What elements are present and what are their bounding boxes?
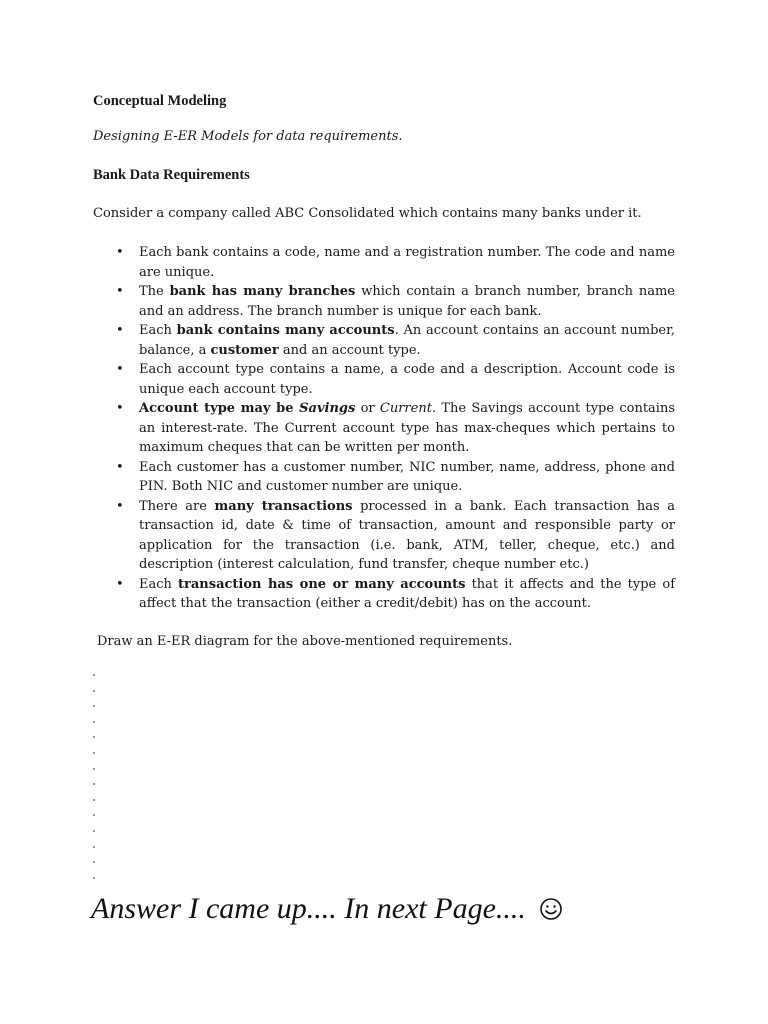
bullet-icon: • bbox=[116, 284, 124, 299]
requirement-text-run: transaction has one or many accounts bbox=[178, 576, 466, 592]
intro-paragraph: Consider a company called ABC Consolidated which contains many banks under it. bbox=[93, 206, 642, 221]
requirement-text-run: Account type may be bbox=[139, 401, 300, 416]
requirement-text-run: The bbox=[139, 284, 170, 299]
requirement-text-run: and an account type. bbox=[278, 342, 421, 358]
requirements-list bbox=[0, 243, 768, 614]
separator-dot bbox=[93, 721, 95, 723]
draw-instruction: Draw an E-ER diagram for the above-mentioned requirements. bbox=[97, 634, 513, 649]
requirement-text-run: or bbox=[355, 401, 380, 416]
requirement-item bbox=[116, 243, 675, 282]
separator-dot bbox=[93, 799, 95, 801]
requirement-text-run: which contain a branch number, branch name and an address. The branch number is unique for each bank. bbox=[139, 284, 676, 319]
requirement-text-run: Each customer has a customer number, NIC number, name, address, phone and PIN. Both NIC and customer number are unique. bbox=[139, 459, 675, 494]
section-heading: Bank Data Requirements bbox=[93, 167, 250, 183]
requirement-text-run: that it affects and the type of affect that the transaction (either a credit/debit) has on the account. bbox=[139, 576, 676, 611]
requirement-item bbox=[116, 360, 675, 399]
separator-dot bbox=[93, 814, 95, 816]
bullet-icon: • bbox=[116, 401, 124, 416]
requirement-item bbox=[116, 497, 675, 575]
requirement-text-run: bank has many branches bbox=[169, 284, 356, 299]
requirement-text-run: Savings bbox=[299, 401, 356, 416]
document-subtitle: Designing E-ER Models for data requirements. bbox=[93, 129, 403, 144]
bullet-icon: • bbox=[116, 459, 124, 475]
requirement-text-run: There are bbox=[139, 498, 215, 514]
requirement-text-run: Each bbox=[139, 323, 177, 338]
requirement-text-run: Each bank contains a code, name and a registration number. The code and name are unique. bbox=[139, 245, 675, 280]
separator-dot bbox=[93, 768, 95, 770]
requirement-text-run: customer bbox=[210, 342, 279, 358]
separator-dot bbox=[93, 736, 95, 738]
document-title: Conceptual Modeling bbox=[93, 93, 227, 109]
separator-dot bbox=[93, 674, 95, 676]
bullet-icon: • bbox=[116, 498, 124, 514]
requirement-text-run: Current bbox=[379, 401, 432, 416]
requirement-text-run: bank contains many accounts bbox=[176, 323, 395, 338]
requirement-text-run: . The Savings account type contains an interest-rate. The Current account type has max-cheques which pertains to maximum cheques that can be written per month. bbox=[139, 401, 675, 455]
separator-dot bbox=[93, 846, 95, 848]
separator-dot bbox=[93, 877, 95, 879]
answer-text: Answer I came up.... In next Page.... bbox=[91, 892, 526, 925]
separator-dot bbox=[93, 705, 95, 707]
requirement-item bbox=[116, 575, 676, 614]
requirement-text-run: many transactions bbox=[214, 498, 353, 514]
separator-dot bbox=[93, 752, 95, 754]
separator-dot bbox=[93, 861, 95, 863]
requirement-item bbox=[116, 458, 675, 497]
requirement-item bbox=[116, 282, 676, 321]
bullet-icon: • bbox=[116, 576, 124, 592]
separator-dot bbox=[93, 830, 95, 832]
bullet-icon: • bbox=[116, 362, 124, 377]
answer-note bbox=[91, 892, 563, 929]
requirement-text-run: Each bbox=[139, 576, 179, 592]
separator-dot bbox=[93, 690, 95, 692]
requirement-item bbox=[116, 399, 675, 458]
requirement-item bbox=[116, 321, 676, 360]
requirement-text-run: . An account contains an account number, balance, a bbox=[139, 323, 676, 358]
requirement-text-run: Each account type contains a name, a code and a description. Account code is unique each account type. bbox=[139, 362, 675, 397]
bullet-icon: • bbox=[116, 245, 124, 260]
smiley-face-icon bbox=[539, 895, 563, 929]
bullet-icon: • bbox=[116, 323, 124, 338]
requirement-text-run: processed in a bank. Each transaction has a transaction id, date & time of transaction, amount and responsible party or application for the transaction (i.e. bank, ATM, teller, cheque, etc.) and description (interest calculation, fund transfer, cheque number etc.) bbox=[139, 498, 675, 572]
separator-dot bbox=[93, 783, 95, 785]
